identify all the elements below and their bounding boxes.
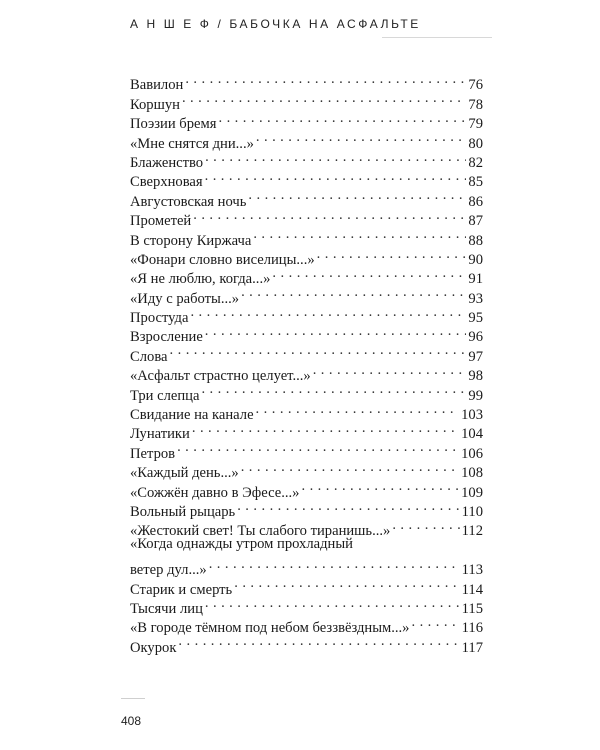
toc-entry-page: 80 — [468, 135, 483, 152]
dot-leader — [170, 341, 467, 360]
dot-leader — [205, 167, 467, 186]
toc-entry-title: Лунатики — [130, 426, 190, 443]
toc-entry-title: «Сожжён давно в Эфесе...» — [130, 484, 300, 501]
toc-entry — [130, 438, 483, 462]
toc-entry-page: 93 — [468, 290, 483, 307]
dot-leader — [201, 380, 466, 399]
toc-entry-title: ветер дул...» — [130, 562, 207, 579]
toc-entry-title: Три слепца — [130, 387, 200, 404]
toc-entry-page: 79 — [468, 116, 483, 133]
toc-entry-title: Прометей — [130, 213, 192, 230]
toc-entry-title: «В городе тёмном под небом беззвёздным...» — [130, 620, 410, 637]
dot-leader — [193, 206, 466, 225]
toc-entry-title: Вавилон — [130, 77, 184, 94]
dot-leader — [234, 574, 459, 593]
footer-rule — [121, 698, 145, 699]
dot-leader — [205, 148, 466, 167]
toc-entry-title: Простуда — [130, 310, 189, 327]
toc-entry-page: 110 — [461, 503, 483, 520]
dot-leader — [272, 264, 466, 283]
toc-entry-title: «Асфальт страстно целует...» — [130, 368, 311, 385]
dot-leader — [241, 458, 459, 477]
toc-entry-title: «Жестокий свет! Ты слабого тиранишь...» — [130, 523, 391, 540]
toc-entry-title: Блаженство — [130, 154, 204, 171]
toc-entry-title: Вольный рыцарь — [130, 503, 236, 520]
toc-entry-title: Старик и смерть — [130, 581, 233, 598]
toc-entry-page: 116 — [461, 620, 483, 637]
toc-entry-title: В сторону Киржача — [130, 232, 252, 249]
toc-entry-title: Петров — [130, 445, 176, 462]
toc-entry-title: «Иду с работы...» — [130, 290, 240, 307]
toc-entry-title: «Мне снятся дни...» — [130, 135, 254, 152]
toc-entry-title: Сверхновая — [130, 174, 203, 191]
dot-leader — [256, 128, 467, 147]
dot-leader — [317, 245, 467, 264]
toc-entry — [130, 341, 483, 365]
toc-entry-page: 95 — [468, 310, 483, 327]
dot-leader — [209, 555, 460, 574]
toc-entry-page: 85 — [468, 174, 483, 191]
toc-entry — [130, 89, 483, 113]
toc-entry-page: 82 — [468, 154, 483, 171]
toc-entry-page: 90 — [468, 251, 483, 268]
toc-entry-page: 88 — [468, 232, 483, 249]
dot-leader — [253, 225, 466, 244]
toc-entry-first-line: «Когда однажды утром прохладный — [130, 536, 353, 553]
toc-entry-title: Свидание на канале — [130, 407, 254, 424]
toc-entry — [130, 361, 483, 385]
toc-entry-page: 87 — [468, 213, 483, 230]
toc-entry-page: 96 — [468, 329, 483, 346]
dot-leader — [185, 70, 466, 89]
toc-entry-page: 113 — [461, 562, 483, 579]
dot-leader — [411, 613, 459, 632]
toc-entry-page: 76 — [468, 77, 483, 94]
dot-leader — [177, 438, 459, 457]
toc-entry-title: Окурок — [130, 639, 177, 656]
page-number: 408 — [121, 714, 142, 728]
toc-entry-page: 115 — [461, 600, 483, 617]
dot-leader — [205, 594, 460, 613]
toc-entry-title: «Я не люблю, когда...» — [130, 271, 271, 288]
toc-entry-page: 99 — [468, 387, 483, 404]
table-of-contents — [130, 70, 483, 656]
dot-leader — [192, 419, 459, 438]
dot-leader — [248, 186, 466, 205]
toc-entry-page: 78 — [468, 96, 483, 113]
toc-entry-page: 104 — [461, 426, 483, 443]
dot-leader — [313, 361, 467, 380]
toc-entry-page: 91 — [468, 271, 483, 288]
dot-leader — [237, 497, 459, 516]
toc-entry-title: Коршун — [130, 96, 180, 113]
toc-entry-page: 86 — [468, 193, 483, 210]
dot-leader — [301, 477, 459, 496]
toc-entry-page: 108 — [461, 465, 483, 482]
toc-entry-page: 97 — [468, 348, 483, 365]
dot-leader — [256, 400, 460, 419]
toc-entry-page: 112 — [461, 523, 483, 540]
toc-entry-title: «Каждый день...» — [130, 465, 239, 482]
dot-leader — [178, 632, 459, 651]
toc-entry — [130, 555, 483, 579]
toc-entry-title: Августовская ночь — [130, 193, 247, 210]
dot-leader — [218, 109, 466, 128]
toc-entry-title: Слова — [130, 348, 168, 365]
toc-entry-page: 117 — [461, 639, 483, 656]
dot-leader — [205, 322, 467, 341]
toc-entry-page: 103 — [461, 407, 483, 424]
header-rule — [382, 37, 492, 38]
toc-entry-title: Взросление — [130, 329, 203, 346]
toc-entry — [130, 458, 483, 482]
toc-entry-title: «Фонари словно виселицы...» — [130, 251, 315, 268]
dot-leader — [190, 303, 466, 322]
toc-entry-page: 109 — [461, 484, 483, 501]
toc-entry — [130, 632, 483, 656]
toc-entry — [130, 109, 483, 133]
toc-entry — [130, 70, 483, 94]
dot-leader — [182, 89, 466, 108]
running-head: А Н Ш Е Ф / БАБОЧКА НА АСФАЛЬТЕ — [130, 17, 421, 31]
toc-entry-page: 106 — [461, 445, 483, 462]
toc-entry-title: Тысячи лиц — [130, 600, 203, 617]
toc-entry-page: 98 — [468, 368, 483, 385]
toc-entry-title: Поэзии бремя — [130, 116, 217, 133]
dot-leader — [392, 516, 459, 535]
toc-entry-page: 114 — [461, 581, 483, 598]
dot-leader — [241, 283, 466, 302]
